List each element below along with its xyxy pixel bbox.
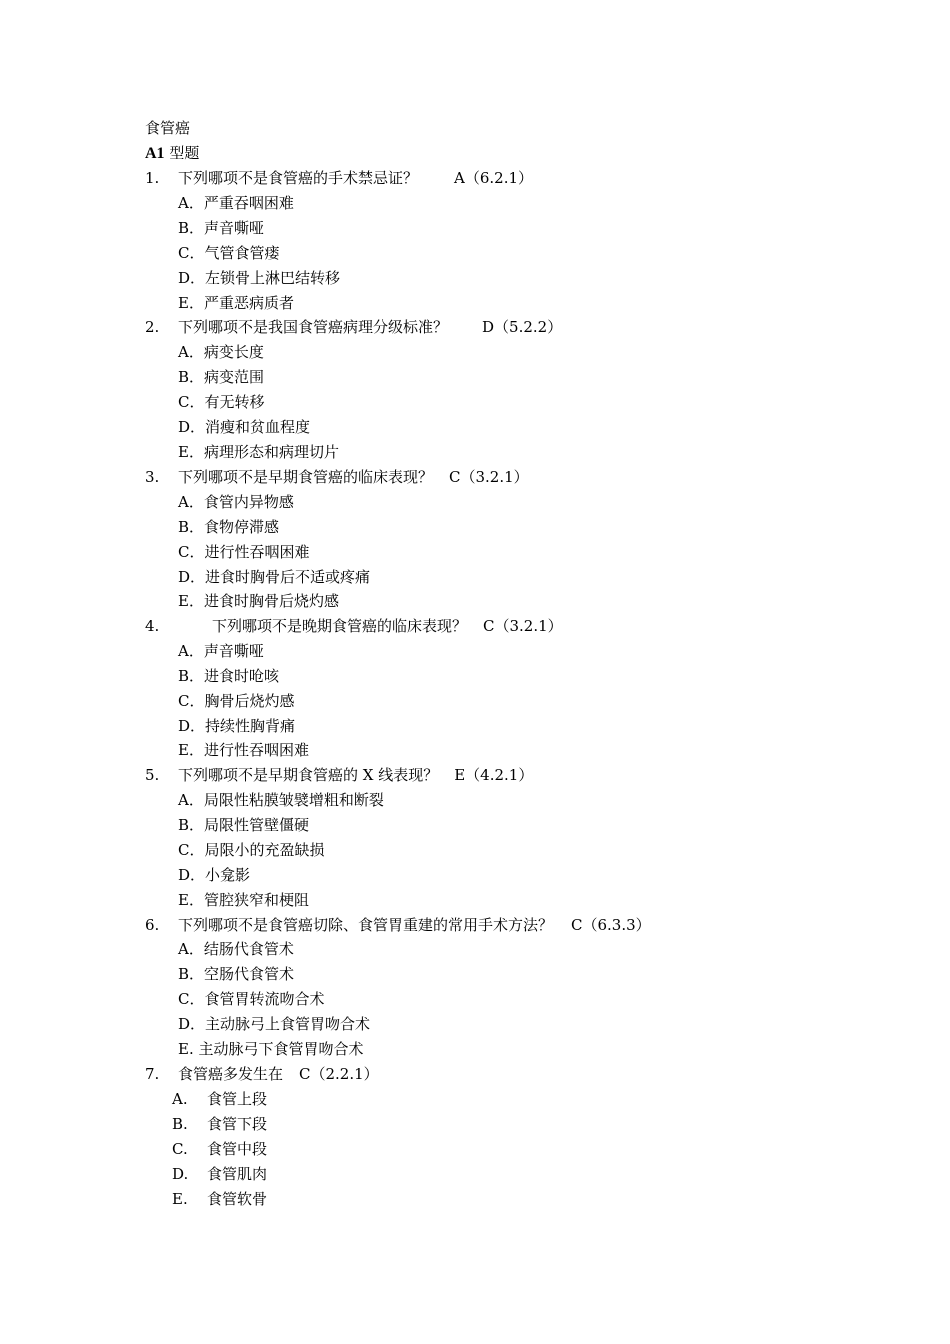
- option-letter: B.: [172, 1115, 188, 1133]
- question-4: [145, 617, 563, 635]
- option-letter: C.: [172, 1140, 188, 1158]
- question-number: 1.: [145, 169, 160, 187]
- option: [172, 1165, 267, 1183]
- question-text: 下列哪项不是食管癌的手术禁忌证？: [178, 169, 419, 187]
- option: E．病理形态和病理切片: [178, 443, 339, 461]
- question-2: [145, 318, 562, 336]
- answer-key: D（5.2.2）: [482, 318, 563, 336]
- option: C．有无转移: [178, 393, 265, 411]
- answer-key: A（6.2.1）: [454, 169, 534, 187]
- question-5: [145, 766, 533, 784]
- question-3: [145, 468, 529, 486]
- option: E. 主动脉弓下食管胃吻合术: [178, 1040, 364, 1058]
- question-number: 3.: [145, 468, 160, 486]
- question-text: 下列哪项不是早期食管癌的 X 线表现？: [178, 766, 439, 784]
- option: D．小龛影: [178, 866, 251, 884]
- answer-key: E（4.2.1）: [454, 766, 534, 784]
- answer-key: C（3.2.1）: [449, 468, 529, 486]
- option: [172, 1140, 267, 1158]
- question-text: 下列哪项不是我国食管癌病理分级标准？: [178, 318, 449, 336]
- option: [172, 1090, 267, 1108]
- option: A．病变长度: [178, 343, 264, 361]
- question-7: [145, 1065, 379, 1083]
- answer-key: C（2.2.1）: [299, 1065, 379, 1083]
- document-title: 食管癌: [145, 119, 191, 137]
- option: A．局限性粘膜皱襞增粗和断裂: [178, 791, 384, 809]
- answer-key: C（6.3.3）: [571, 916, 651, 934]
- option: B．病变范围: [178, 368, 265, 386]
- option: A．声音嘶哑: [178, 642, 264, 660]
- section-label-rest: 型题: [169, 144, 200, 162]
- option: [172, 1190, 267, 1208]
- option: A．结肠代食管术: [178, 940, 294, 958]
- question-text: 下列哪项不是早期食管癌的临床表现？: [178, 468, 434, 486]
- question-text: 食管癌多发生在: [178, 1065, 284, 1083]
- option: B．食物停滞感: [178, 518, 280, 536]
- option: D．消瘦和贫血程度: [178, 418, 311, 436]
- question-text: 下列哪项不是食管癌切除、食管胃重建的常用手术方法？: [178, 916, 554, 934]
- option: B．局限性管壁僵硬: [178, 816, 310, 834]
- question-number: 5.: [145, 766, 160, 784]
- section-heading: [145, 144, 199, 163]
- option-letter: E.: [172, 1190, 188, 1208]
- question-text: 下列哪项不是晚期食管癌的临床表现？: [212, 617, 468, 635]
- option: E．严重恶病质者: [178, 294, 294, 312]
- question-number: 4.: [145, 617, 160, 635]
- option: B．声音嘶哑: [178, 219, 265, 237]
- option: D．持续性胸背痛: [178, 717, 296, 735]
- option: A．严重吞咽困难: [178, 194, 294, 212]
- option-text: 食管上段: [207, 1090, 268, 1108]
- option: A．食管内异物感: [178, 493, 294, 511]
- question-6: [145, 916, 651, 934]
- option-text: 食管软骨: [207, 1190, 268, 1208]
- option: C．胸骨后烧灼感: [178, 692, 295, 710]
- option: D．进食时胸骨后不适或疼痛: [178, 568, 371, 586]
- option: B．进食时呛咳: [178, 667, 280, 685]
- option-letter: A.: [172, 1090, 188, 1108]
- option: B．空肠代食管术: [178, 965, 295, 983]
- question-number: 7.: [145, 1065, 160, 1083]
- option: D．主动脉弓上食管胃吻合术: [178, 1015, 371, 1033]
- option-text: 食管中段: [207, 1140, 268, 1158]
- option: C．气管食管瘘: [178, 244, 280, 262]
- question-number: 2.: [145, 318, 160, 336]
- option: D．左锁骨上淋巴结转移: [178, 269, 341, 287]
- option-letter: D.: [172, 1165, 189, 1183]
- option-text: 食管下段: [207, 1115, 268, 1133]
- question-1: [145, 169, 533, 187]
- section-label-bold: A1: [145, 145, 165, 162]
- option: [172, 1115, 267, 1133]
- question-number: 6.: [145, 916, 160, 934]
- option-text: 食管肌肉: [207, 1165, 268, 1183]
- option: C．局限小的充盈缺损: [178, 841, 325, 859]
- answer-key: C（3.2.1）: [483, 617, 563, 635]
- option: E．进行性吞咽困难: [178, 741, 309, 759]
- option: E．管腔狭窄和梗阻: [178, 891, 309, 909]
- option: E．进食时胸骨后烧灼感: [178, 592, 339, 610]
- option: C．食管胃转流吻合术: [178, 990, 325, 1008]
- option: C．进行性吞咽困难: [178, 543, 310, 561]
